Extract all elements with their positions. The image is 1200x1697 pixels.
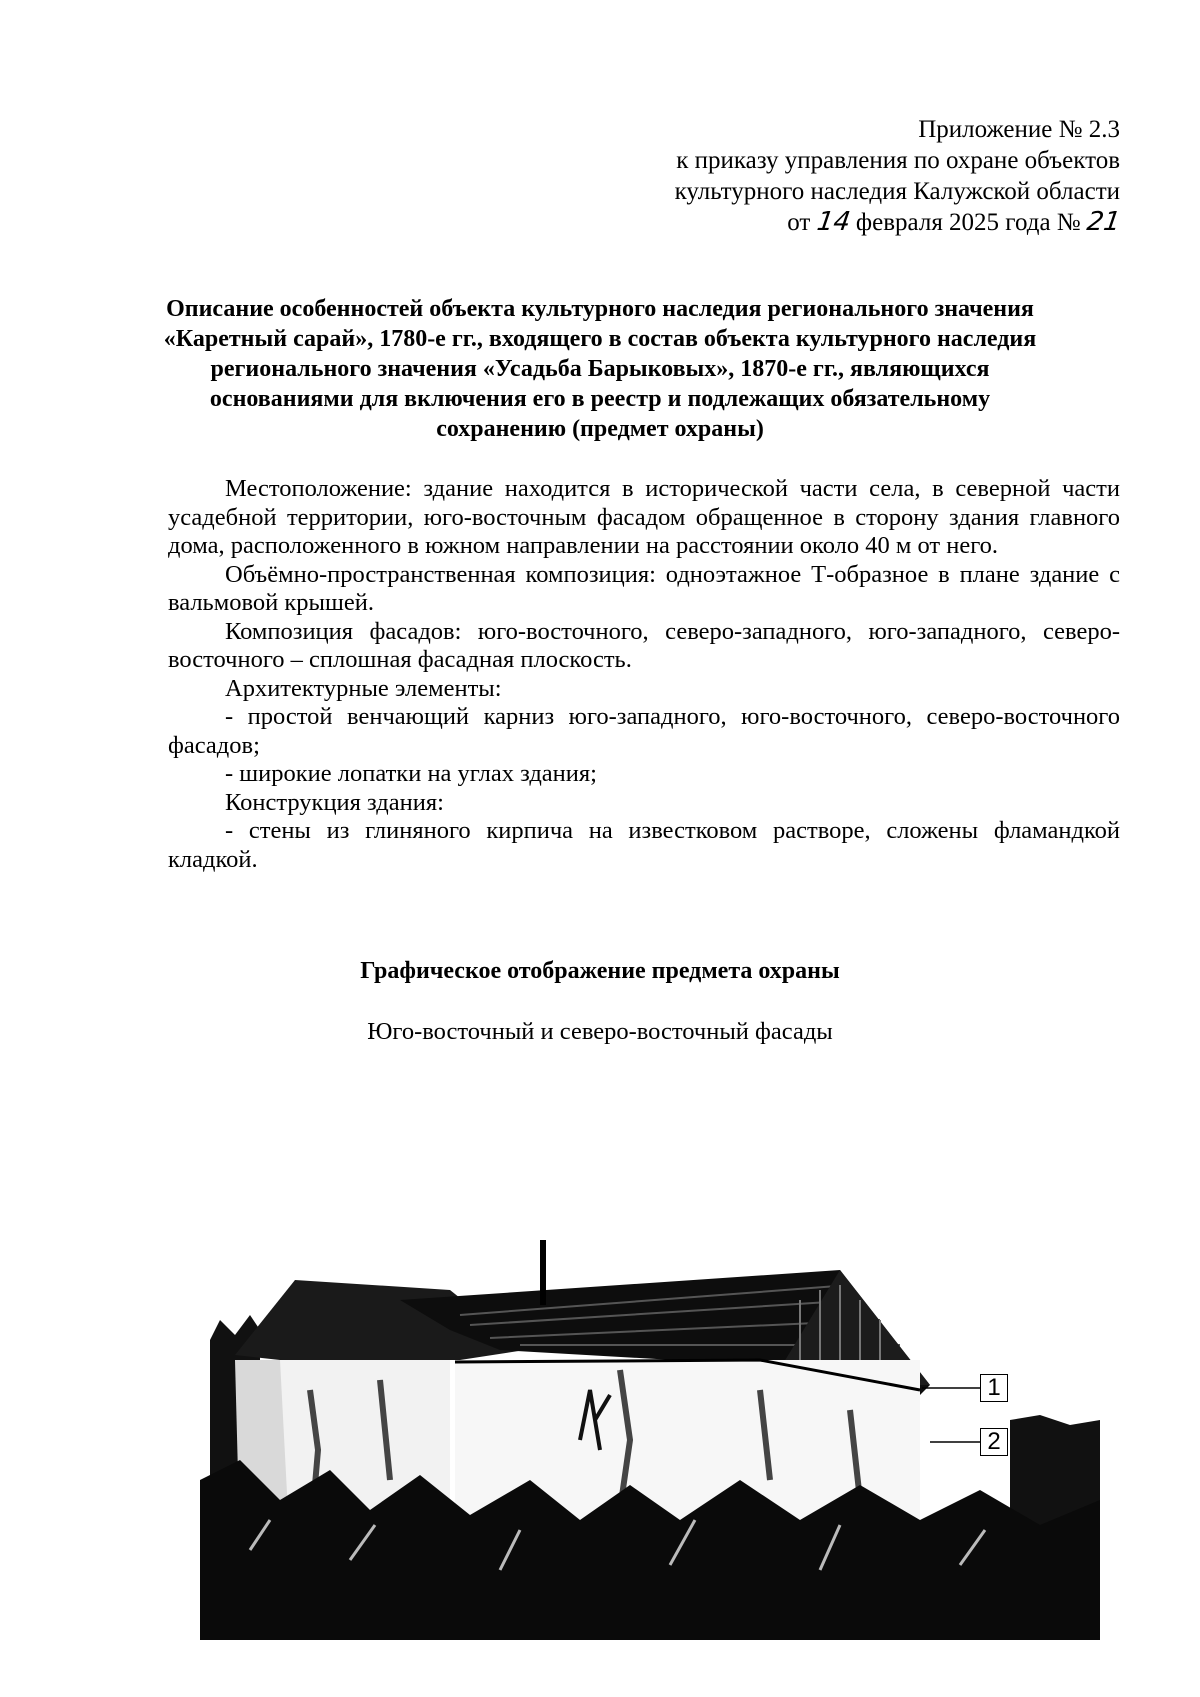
description-body	[168, 475, 1120, 874]
facades-subtitle: Юго-восточный и северо-восточный фасады	[367, 1018, 833, 1045]
callout-leader-lines	[922, 1388, 980, 1442]
authority-name: культурного наследия Калужской области	[674, 178, 1120, 205]
appendix-header	[674, 114, 1123, 238]
location-paragraph: Местоположение: здание находится в исторической части села, в северной части усадебной территории, юго-восточным фасадом обращенное в сторону здания главного дома, расположенного в южном направлении на расстоянии около 40 м от него.	[168, 475, 1120, 559]
arch-element-pilasters: - широкие лопатки на углах здания;	[225, 760, 597, 787]
construction-walls: - стены из глиняного кирпича на известковом растворе, сложены фламандкой кладкой.	[168, 817, 1120, 873]
callout-2-label: 2	[980, 1428, 1008, 1456]
arch-element-cornice: - простой венчающий карниз юго-западного, юго-восточного, северо-восточного фасадов;	[168, 703, 1120, 759]
arch-elements-heading: Архитектурные элементы:	[225, 674, 502, 702]
document-title: Описание особенностей объекта культурного наследия регионального значения «Каретный сарай», 1780-е гг., входящего в состав объекта культурного наследия регионального значения «Усадьба Барыковых», 1870-е гг., являющихся основаниями для включения его в реестр и подлежащих обязательному сохранению (предмет охраны)	[163, 296, 1037, 442]
order-date-line	[675, 207, 1123, 238]
date-prefix: от	[787, 209, 811, 236]
handwritten-day: 14	[814, 207, 852, 237]
date-rest: февраля 2025 года №	[855, 209, 1081, 236]
facades-paragraph: Композиция фасадов: юго-восточного, северо-западного, юго-западного, северо-восточного – сплошная фасадная плоскость.	[168, 617, 1120, 673]
order-reference: к приказу управления по охране объектов	[676, 147, 1120, 174]
graphic-section-title: Графическое отображение предмета охраны	[360, 958, 840, 984]
building-photo	[200, 1220, 1100, 1640]
composition-paragraph: Объёмно-пространственная композиция: одноэтажное Т-образное в плане здание с вальмовой крышей.	[168, 560, 1120, 616]
callout-1-label: 1	[980, 1374, 1008, 1402]
handwritten-order-number: 21	[1084, 207, 1123, 237]
construction-heading: Конструкция здания:	[225, 788, 444, 816]
appendix-number: Приложение № 2.3	[918, 116, 1120, 143]
